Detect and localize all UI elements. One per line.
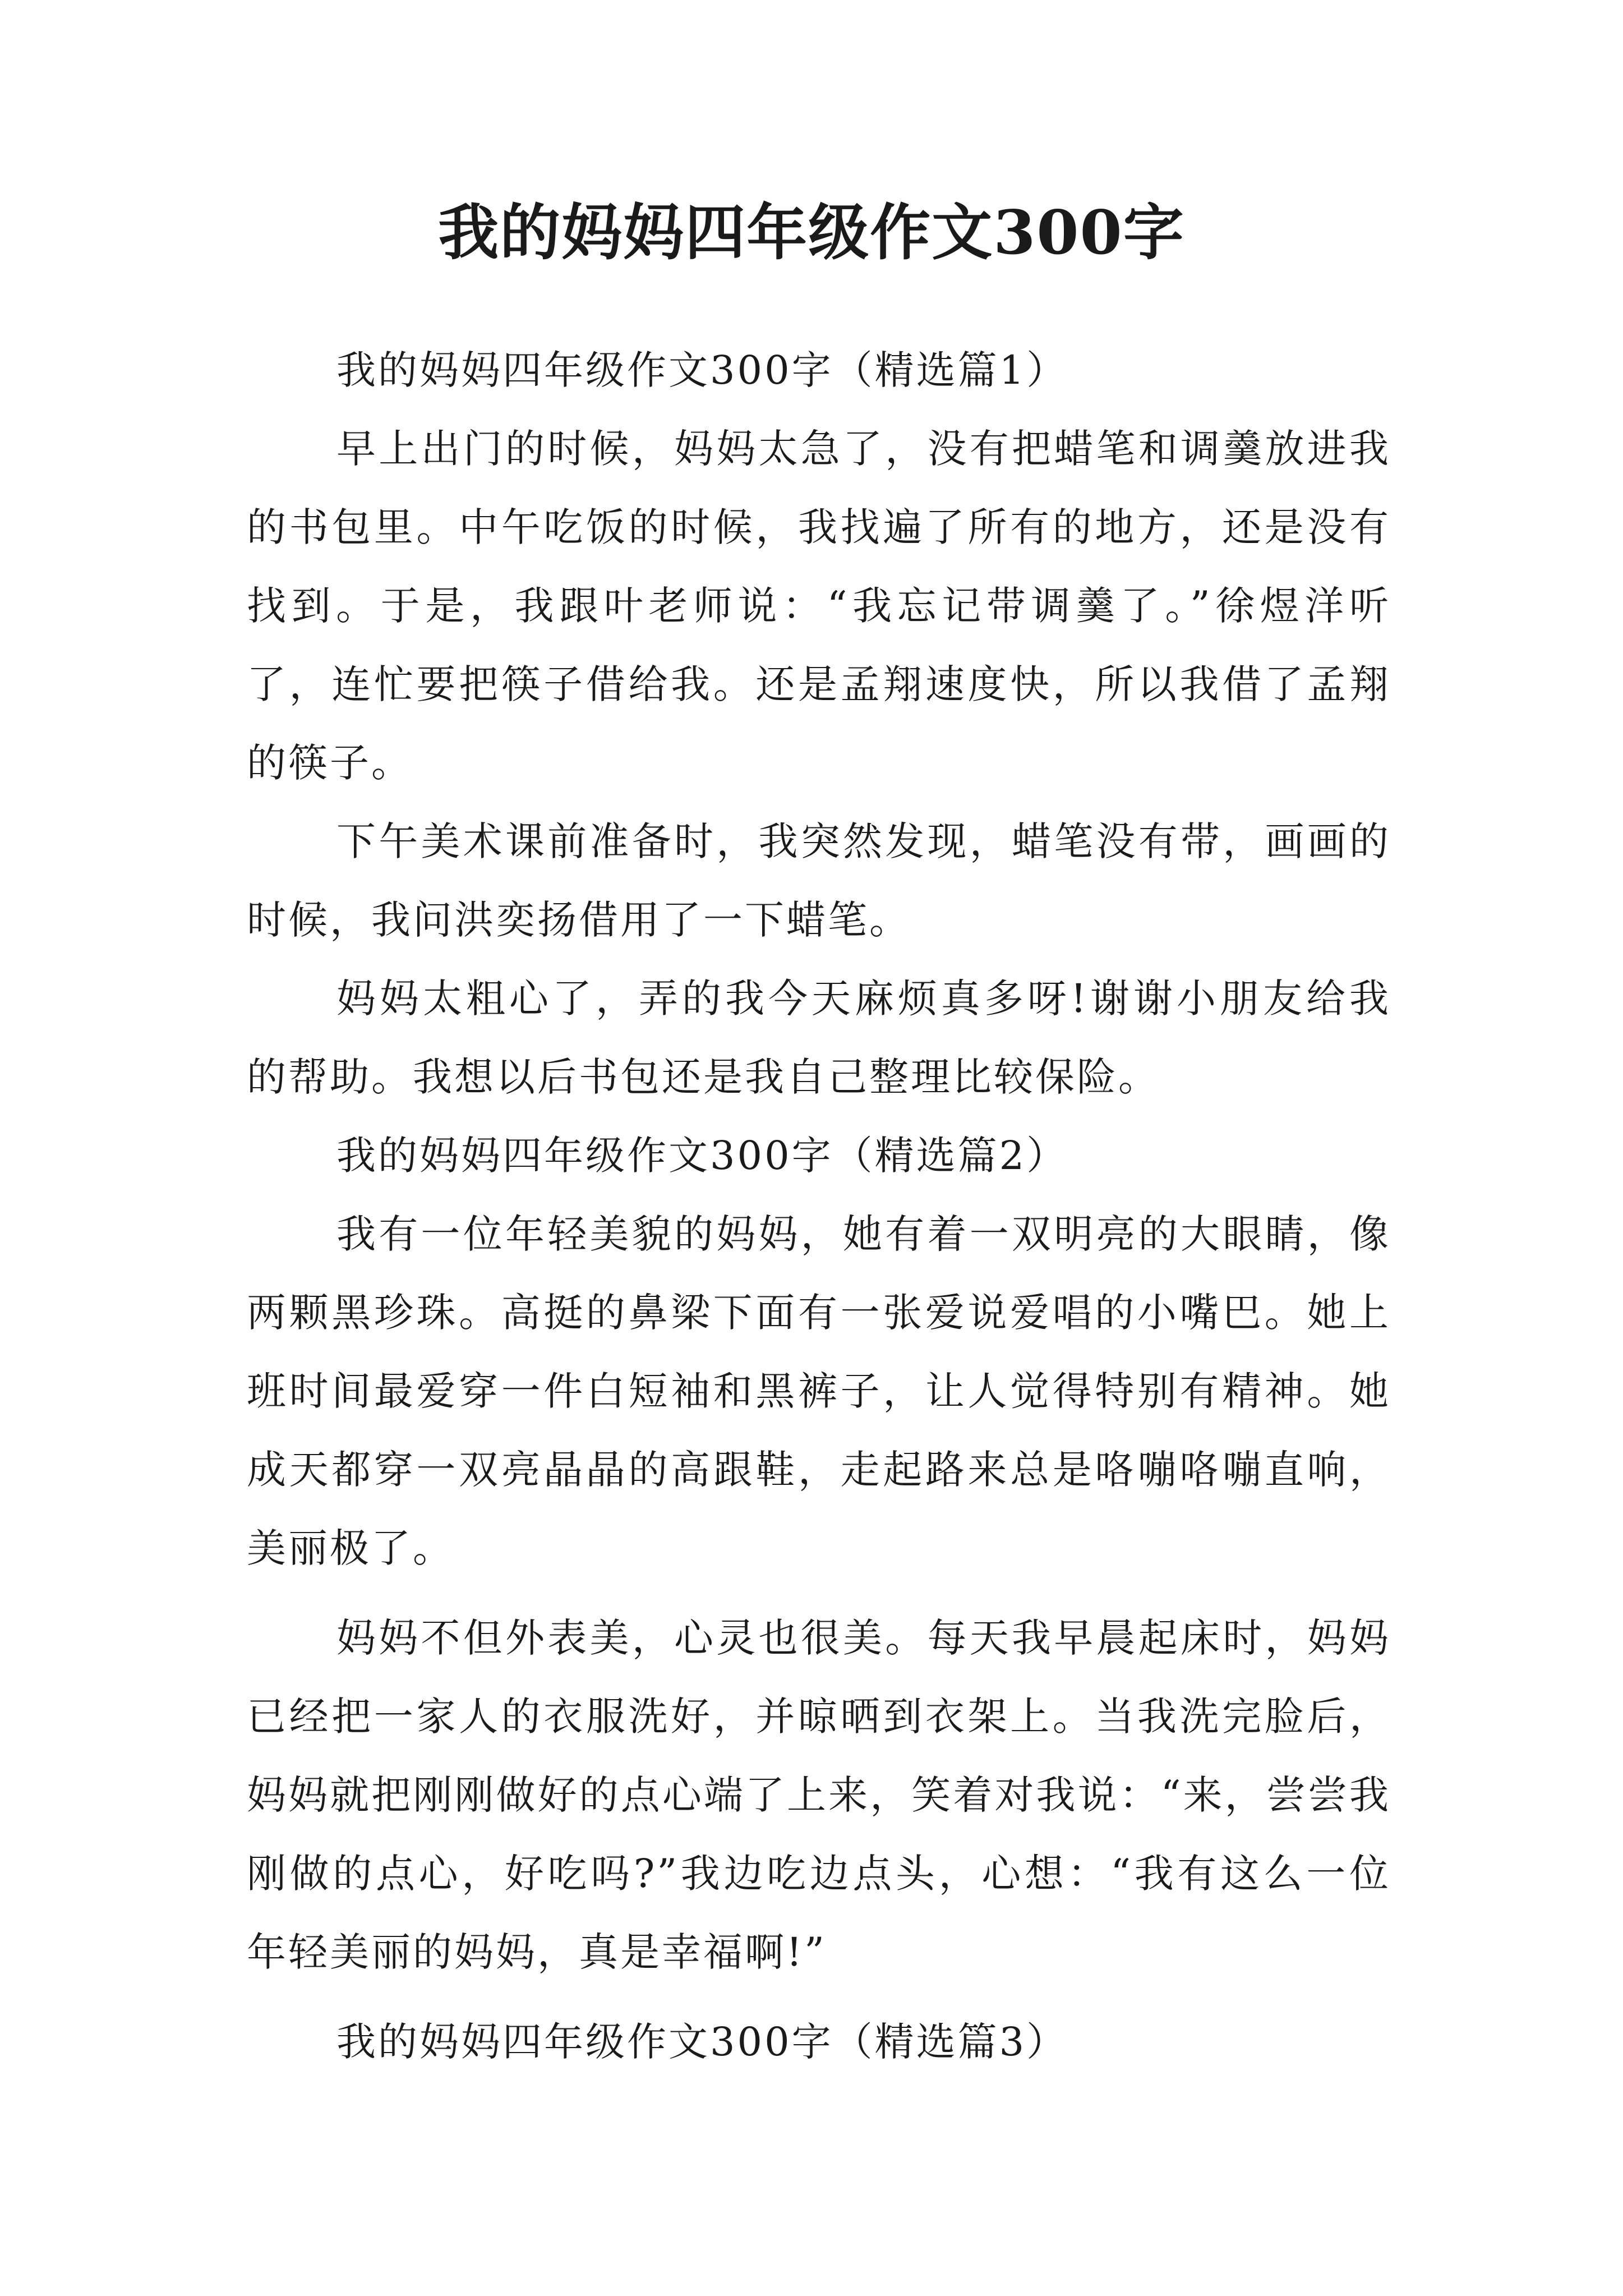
document-title: 我的妈妈四年级作文300字 xyxy=(438,197,1185,268)
document-body xyxy=(247,331,1391,2081)
section-heading-1: 我的妈妈四年级作文300字（精选篇1） xyxy=(336,347,1068,393)
section-heading-3: 我的妈妈四年级作文300字（精选篇3） xyxy=(336,2019,1068,2065)
paragraph-1-2: 下午美术课前准备时，我突然发现，蜡笔没有带，画画的时候，我问洪奕扬借用了一下蜡笔。 xyxy=(247,818,1391,943)
paragraph-1-1: 早上出门的时候，妈妈太急了，没有把蜡笔和调羹放进我的书包里。中午吃饭的时候，我找遍了所有的地方，还是没有找到。于是，我跟叶老师说：“我忘记带调羹了。”徐煜洋听了，连忙要把筷子借给我。还是孟翔速度快，所以我借了孟翔的筷子。 xyxy=(247,426,1391,786)
paragraph-2-1: 我有一位年轻美貌的妈妈，她有着一双明亮的大眼睛，像两颗黑珍珠。高挺的鼻梁下面有一张爱说爱唱的小嘴巴。她上班时间最爱穿一件白短袖和黑裤子，让人觉得特别有精神。她成天都穿一双亮晶晶的高跟鞋，走起路来总是咯嘣咯嘣直响，美丽极了。 xyxy=(247,1211,1391,1571)
section-heading-2: 我的妈妈四年级作文300字（精选篇2） xyxy=(336,1133,1068,1179)
paragraph-2-2: 妈妈不但外表美，心灵也很美。每天我早晨起床时，妈妈已经把一家人的衣服洗好，并晾晒到衣架上。当我洗完脸后，妈妈就把刚刚做好的点心端了上来，笑着对我说：“来，尝尝我刚做的点心，好吃吗?”我边吃边点头，心想：“我有这么一位年轻美丽的妈妈，真是幸福啊!” xyxy=(247,1615,1391,1975)
paragraph-1-3: 妈妈太粗心了，弄的我今天麻烦真多呀!谢谢小朋友给我的帮助。我想以后书包还是我自己整理比较保险。 xyxy=(247,976,1391,1100)
